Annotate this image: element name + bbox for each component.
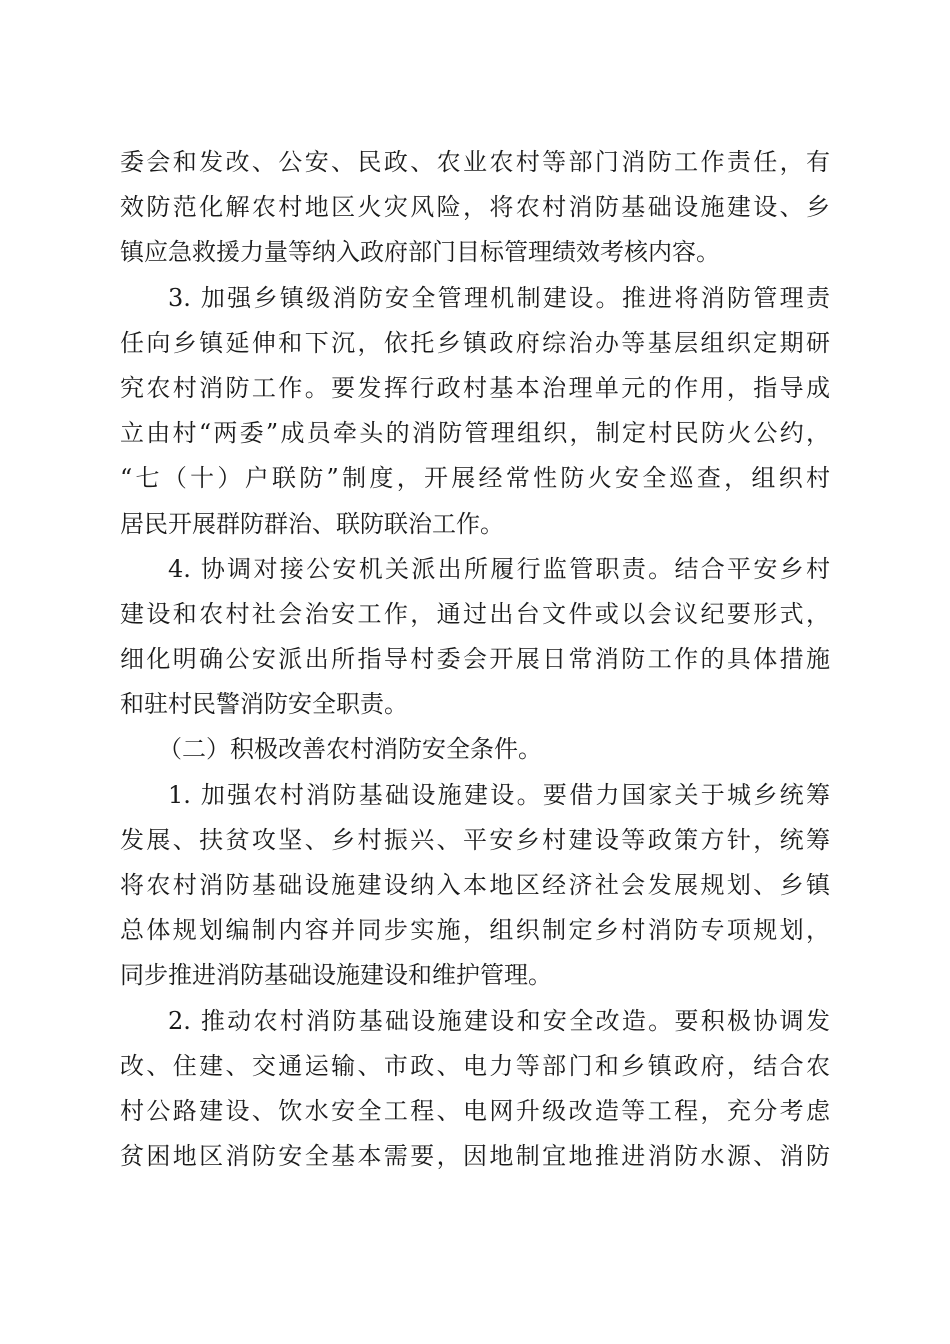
text-line: 效防范化解农村地区火灾风险，将农村消防基础设施建设、乡 [120, 193, 830, 222]
text-line: 同步推进消防基础设施建设和维护管理。 [120, 961, 552, 990]
text-line: 立由村“两委”成员牵头的消防管理组织，制定村民防火公约， [120, 419, 830, 448]
text-line: 细化明确公安派出所指导村委会开展日常消防工作的具体措施 [120, 645, 830, 674]
paragraph-3-heading-line: 3. 加强乡镇级消防安全管理机制建设。推进将消防管理责 [168, 283, 830, 312]
text-line: 镇应急救援力量等纳入政府部门目标管理绩效考核内容。 [120, 238, 720, 267]
text-line: 和驻村民警消防安全职责。 [120, 690, 408, 719]
body-text [120, 140, 830, 1179]
text-line: 总体规划编制内容并同步实施，组织制定乡村消防专项规划， [120, 916, 830, 945]
paragraph-1-heading-line: 1. 加强农村消防基础设施建设。要借力国家关于城乡统筹 [168, 780, 830, 809]
text-line: 贫困地区消防安全基本需要，因地制宜地推进消防水源、消防 [120, 1142, 830, 1171]
text-line: 将农村消防基础设施建设纳入本地区经济社会发展规划、乡镇 [120, 871, 830, 899]
section-heading: （二）积极改善农村消防安全条件。 [158, 735, 542, 764]
text-line: 究农村消防工作。要发挥行政村基本治理单元的作用，指导成 [120, 373, 830, 402]
paragraph-2-heading-line: 2. 推动农村消防基础设施建设和安全改造。要积极协调发 [168, 1006, 830, 1035]
text-line: 居民开展群防群治、联防联治工作。 [120, 509, 504, 538]
text-line: 任向乡镇延伸和下沉，依托乡镇政府综治办等基层组织定期研 [120, 328, 830, 357]
text-line: 委会和发改、公安、民政、农业农村等部门消防工作责任，有 [120, 148, 830, 176]
text-line: “七（十）户联防”制度，开展经常性防火安全巡查，组织村 [120, 464, 830, 493]
text-line: 改、住建、交通运输、市政、电力等部门和乡镇政府，结合农 [120, 1051, 830, 1080]
paragraph-4-heading-line: 4. 协调对接公安机关派出所履行监管职责。结合平安乡村 [168, 554, 830, 583]
text-line: 建设和农村社会治安工作，通过出台文件或以会议纪要形式， [120, 599, 830, 628]
text-line: 发展、扶贫攻坚、乡村振兴、平安乡村建设等政策方针，统筹 [120, 825, 830, 854]
text-line: 村公路建设、饮水安全工程、电网升级改造等工程，充分考虑 [120, 1096, 830, 1125]
